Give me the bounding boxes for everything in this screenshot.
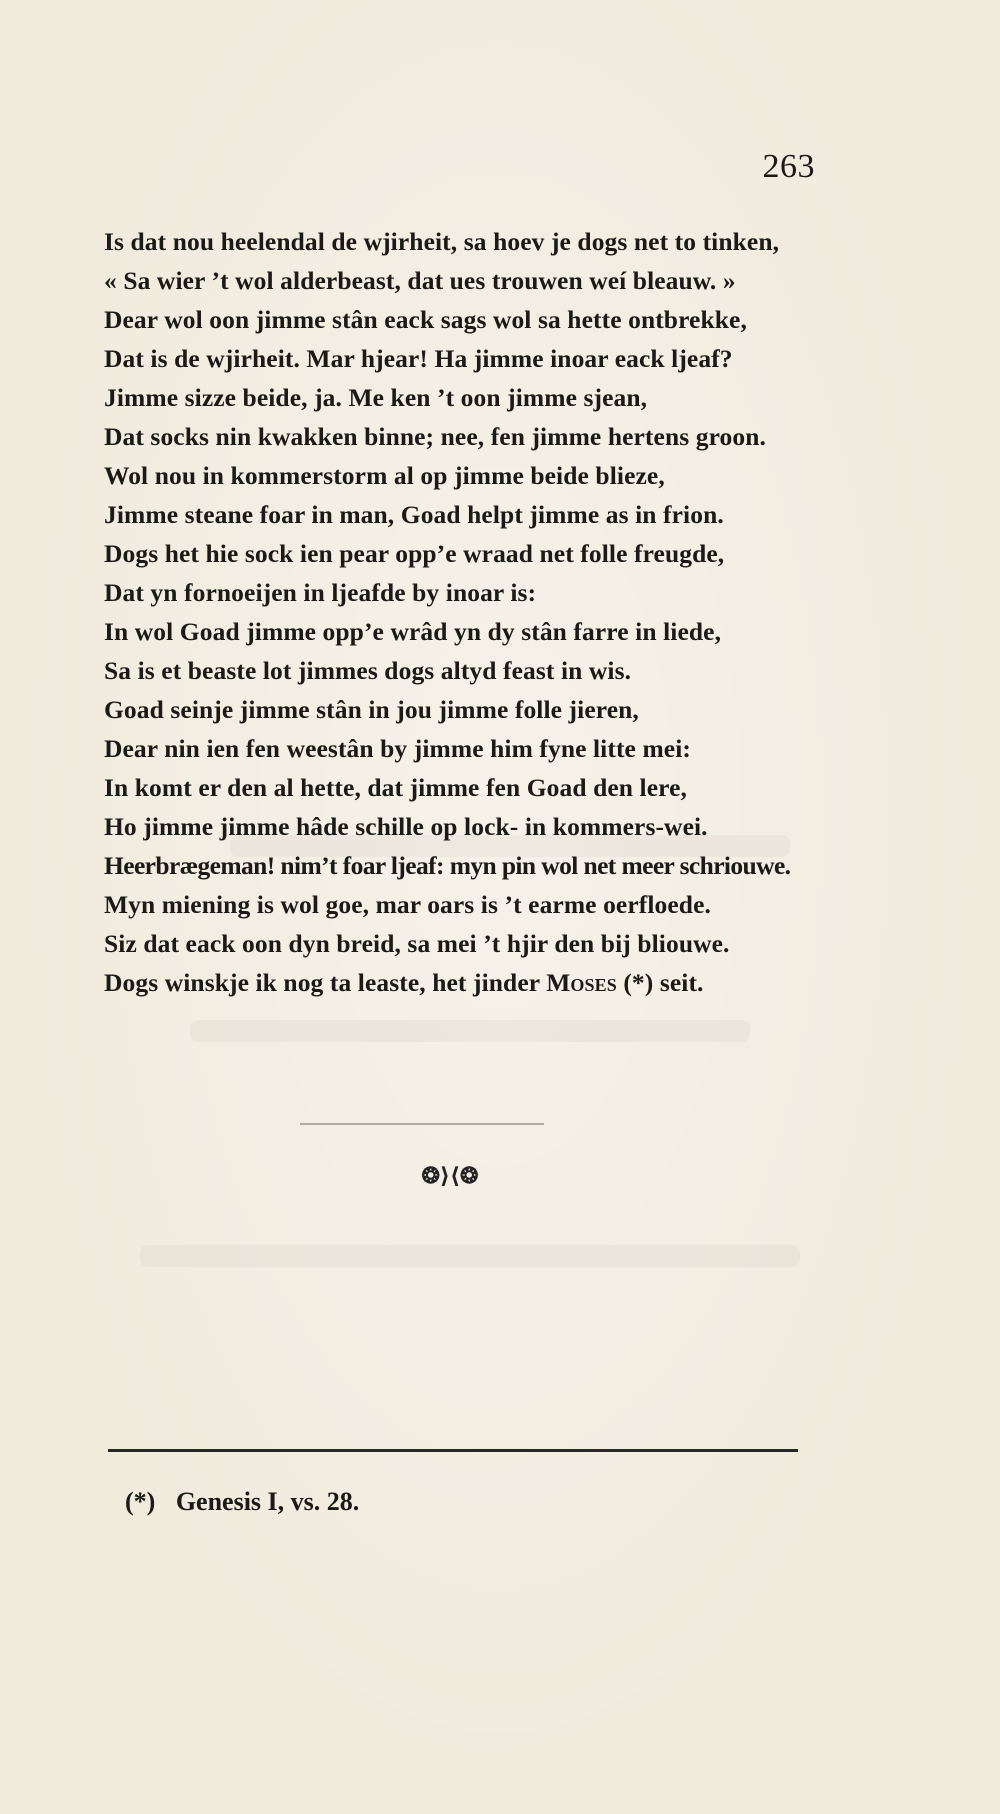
- poem-line: Jimme steane foar in man, Goad helpt jimme as in frion.: [104, 500, 724, 529]
- poem-line: Dogs het hie sock ien pear opp’e wraad net folle freugde,: [104, 539, 725, 568]
- poem-line: In wol Goad jimme opp’e wrâd yn dy stân farre in liede,: [104, 617, 722, 646]
- section-rule: [300, 1123, 544, 1125]
- poem-line: Jimme sizze beide, ja. Me ken ’t oon jimme sjean,: [104, 383, 648, 412]
- poem-line-text: Dogs winskje ik nog ta leaste, het jinder: [104, 968, 540, 997]
- poem-stanza-1: [104, 222, 816, 846]
- ornament-fleuron: ❂⟩⟨❂: [421, 1163, 479, 1188]
- footnote: [125, 1482, 359, 1522]
- poem-line: [104, 963, 816, 1002]
- show-through-smudge: [140, 1245, 800, 1267]
- poem-line: In komt er den al hette, dat jimme fen Goad den lere,: [104, 773, 688, 802]
- footnote-text: Genesis I, vs. 28.: [175, 1487, 360, 1516]
- poem-stanza-2: [104, 846, 816, 1002]
- poem-line: « Sa wier ’t wol alderbeast, dat ues trouwen weí bleauw. »: [104, 266, 736, 295]
- poem-line: Dear wol oon jimme stân eack sags wol sa hette ontbrekke,: [104, 305, 747, 334]
- show-through-smudge: [190, 1020, 750, 1042]
- poem-line: Heerbrægeman! nim’t foar ljeaf: myn pin wol net meer schriouwe.: [104, 851, 791, 880]
- page-number: 263: [762, 148, 815, 185]
- poem-line: Siz dat eack oon dyn breid, sa mei ’t hjir den bij bliouwe.: [104, 929, 730, 958]
- poem-line: Dat socks nin kwakken binne; nee, fen jimme hertens groon.: [104, 422, 766, 451]
- poem-line: Dat yn fornoeijen in ljeafde by inoar is:: [104, 578, 537, 607]
- poem-line: Sa is et beaste lot jimmes dogs altyd feast in wis.: [104, 656, 632, 685]
- poem-line: Goad seinje jimme stân in jou jimme folle jieren,: [104, 695, 639, 724]
- poem-line: Dat is de wjirheit. Mar hjear! Ha jimme inoar eack ljeaf?: [104, 344, 733, 373]
- poem-line: Ho jimme jimme hâde schille op lock- in kommers-wei.: [104, 812, 708, 841]
- poem-line: Wol nou in kommerstorm al op jimme beide blieze,: [104, 461, 665, 490]
- footnote-marker: (*): [125, 1487, 156, 1516]
- poem-line: Is dat nou heelendal de wjirheit, sa hoev je dogs net to tinken,: [104, 227, 780, 256]
- footnote-reference-marker: (*): [623, 968, 654, 997]
- poem-line: Myn miening is wol goe, mar oars is ’t earme oerfloede.: [104, 890, 711, 919]
- poem-line: Dear nin ien fen weestân by jimme him fyne litte mei:: [104, 734, 691, 763]
- footnote-rule: [108, 1449, 798, 1452]
- footnote-reference-name: Moses: [546, 968, 617, 997]
- poem-line-tail: seit.: [659, 968, 704, 997]
